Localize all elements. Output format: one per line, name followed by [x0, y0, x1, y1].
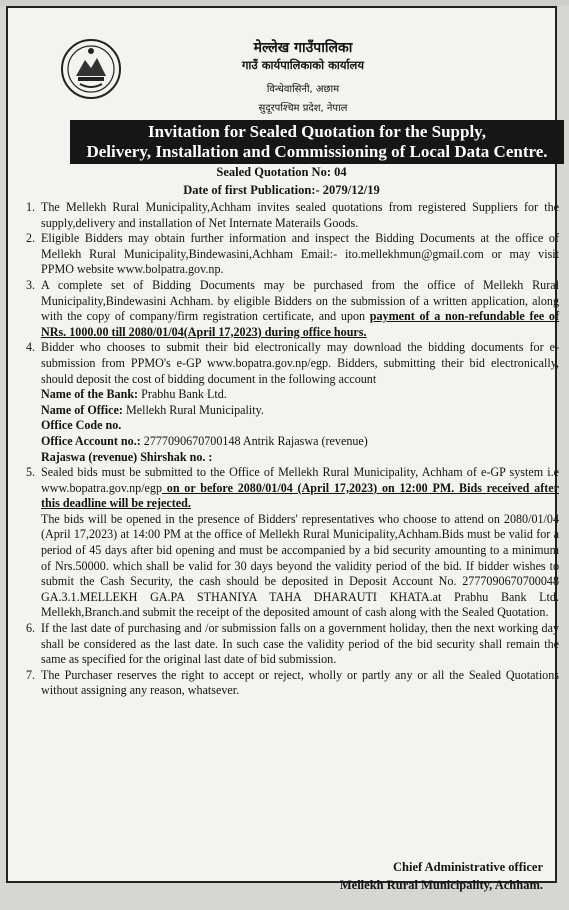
item-number: 2. — [26, 231, 36, 246]
item-number: 3. — [26, 277, 36, 292]
signatory-office: Mellekh Rural Municipality, Achham. — [339, 878, 543, 892]
item-text: Bidder who chooses to submit their bid electronically may download the bidding documents for e-submission from PPMO's e-GP www.bopatra.gov.np/egp. Bidders, submitting their bid electronically, should deposit the cost of bidding document in the following account — [41, 340, 559, 386]
item-text: If the last date of purchasing and /or submission falls on a government holiday, then the next working day shall be considered as the last date. In such case the validity period of the bid security shall remain the same as specified for the original last date of bid submission. — [41, 621, 559, 667]
office-location: विन्धेवासिनी, अछाम — [266, 84, 340, 95]
office-code-line: Office Code no. — [41, 418, 122, 433]
signatory-title: Chief Administrative officer — [393, 860, 543, 874]
item-7 — [24, 668, 559, 699]
bank-value: Prabhu Bank Ltd. — [138, 387, 227, 402]
item-number: 1. — [26, 200, 36, 214]
item-6 — [24, 621, 559, 668]
item-4 — [24, 340, 559, 387]
item-2 — [24, 231, 559, 278]
account-label: Office Account no.: — [41, 433, 141, 448]
nepal-emblem-icon — [60, 38, 122, 100]
quotation-number: Sealed Quotation No: 04 — [216, 165, 347, 179]
notice-title — [70, 120, 564, 164]
item-number: 7. — [26, 667, 36, 682]
province-name: सुदूरपश्चिम प्रदेश, नेपाल — [258, 103, 348, 114]
bank-name-line — [24, 387, 559, 403]
item-1 — [24, 200, 559, 231]
office-label: Name of Office: — [41, 402, 123, 417]
title-line-2: Delivery, Installation and Commissioning of Local Data Centre. — [86, 142, 548, 161]
publication-date: Date of first Publication:- 2079/12/19 — [183, 183, 380, 197]
signature-block — [340, 858, 543, 894]
item-text: A complete set of Bidding Documents may be purchased from the office of Mellekh Rural Municipality,Bindewasini Achham. by eligible Bidders on the submission of a written application, along with the copy of company/firm registration certificate, and upon — [41, 277, 559, 324]
item-text: Eligible Bidders may obtain further information and inspect the Bidding Documents at the office of Mellekh Rural Municipality,Bindewasini,Achham Email:- ito.mellekhmun@gmail.com or may visit PPMO website www.bolpatra.gov.np. — [41, 231, 559, 277]
account-value: 2777090670700148 Antrik Rajaswa (revenue) — [140, 433, 368, 448]
municipality-name: मेल्लेख गाउँपालिका — [253, 40, 353, 56]
fee-notice: payment of a non-refundable fee of NRs. 1000.00 till 2080/01/04(April 17,2023) during office hours. — [41, 309, 559, 339]
office-name-line — [24, 403, 559, 419]
office-account-line — [24, 434, 559, 450]
deadline-notice: on or before 2080/01/04 (April 17,2023) on 12:00 PM. Bids received after this deadline will be rejected. — [41, 480, 559, 511]
office-value: Mellekh Rural Municipality. — [122, 402, 264, 417]
item-text: The Purchaser reserves the right to accept or reject, wholly or partly any or all the Sealed Quotations without assigning any reason, whatsever. — [41, 667, 559, 698]
item-number: 5. — [26, 465, 36, 480]
rajaswa-line: Rajaswa (revenue) Shirshak no. : — [41, 449, 213, 464]
notice-body — [24, 200, 559, 699]
title-line-1: Invitation for Sealed Quotation for the Supply, — [147, 122, 486, 141]
item-5 — [24, 465, 559, 512]
item-3 — [24, 278, 559, 340]
item-text: Sealed bids must be submitted to the Office of Mellekh Rural Municipality, Achham of e-GP system i.e www.bopatra.gov.np/egp — [41, 465, 559, 495]
bank-label: Name of the Bank: — [41, 387, 139, 402]
office-name: गाउँ कार्यपालिकाको कार्यालय — [241, 58, 365, 72]
item-number: 4. — [26, 340, 36, 355]
item-text: The Mellekh Rural Municipality,Achham invites sealed quotations from registered Suppliers for the supply,delivery and installation of Net Internate Materails Goods. — [41, 200, 559, 230]
item-number: 6. — [26, 621, 36, 636]
item-5-continued: The bids will be opened in the presence of Bidders' representatives who choose to attend on 2080/01/04 (April 17,2023) at 14:00 PM at the office of Mellekh Rural Municipality,Achham.Bids must be valid for a period of 45 days after bid opening and must be accompanied by a bid security amounting to a minimum of Nrs.50000. which shall be valid for 30 days beyond the validity period of the bid. If bidder wishes to submit the Cash Security, the cash should be deposited in Deposit Account No. 2777090670700048 GA.3.1.MELLEKH GA.PA STHANIYA TAHA DHARAUTI KHATA.at Prabhu Bank Ltd. Mellekh,Branch.and submit the receipt of the deposited amount of cash along with the Sealed Quotation. — [41, 511, 559, 620]
notice-frame — [6, 6, 559, 892]
